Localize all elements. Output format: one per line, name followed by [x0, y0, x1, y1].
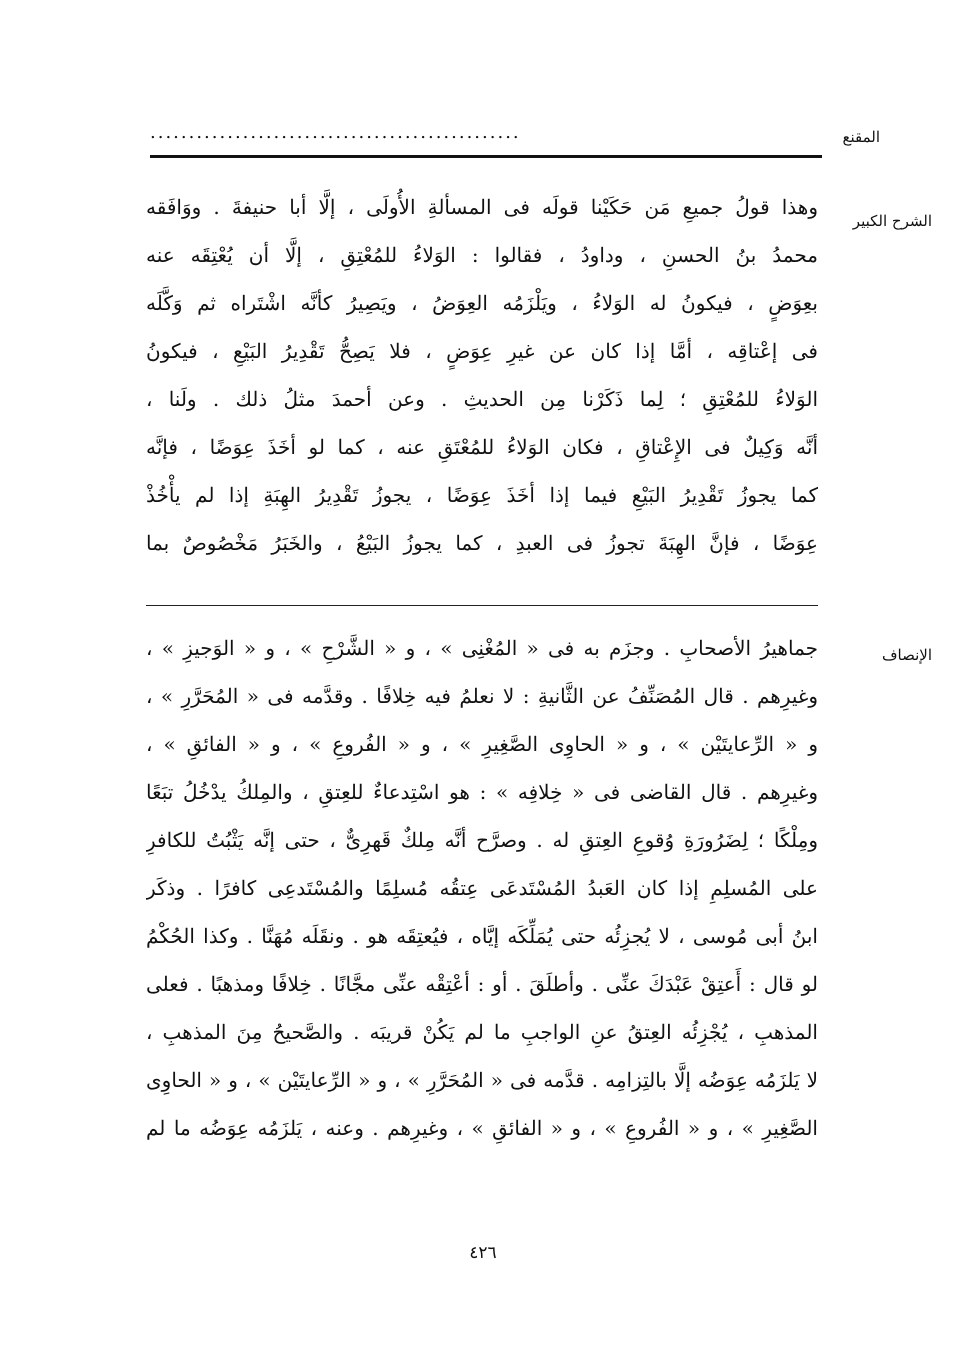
header-rule — [150, 155, 822, 158]
insaf-line: على المُسلِمِ إذا كان العَبدُ المُسْتَدعَى عِتقُه مُسلِمًا والمُسْتَدعِى كافرًا . وذكَر — [146, 876, 818, 900]
insaf-line: وغيرِهم . قال القاضى فى « خِلافِه » : هو اسْتِدعاءٌ للعِتقِ ، والمِلكُ يدْخُلُ تبَعًا — [146, 780, 818, 804]
insaf-line: لو قال : أَعتِقْ عَبْدَكَ عنِّى . وأطلَقَ . أو : أعْتِقْه عنِّى مجَّانًا . خِلافًا ومذهبًا . فعلى — [146, 972, 818, 996]
insaf-text-block — [146, 624, 818, 1152]
insaf-section-label: الإنصاف — [881, 646, 932, 664]
insaf-line: المذهبِ ، يُجْزِئُه العِتقُ عنِ الواجبِ ما لم يَكُنْ قريبَه . والصَّحيحُ مِنَ المذهبِ ، — [146, 1020, 818, 1044]
header-dot-leader: ................................................ — [150, 122, 521, 143]
insaf-line: الصَّغِيرِ » ، و « الفُروعِ » ، و « الفائقِ » ، وغيرِهم . وعنه ، يَلزَمُه عِوَضُه ما لم — [146, 1116, 818, 1140]
running-header-title: المقنع — [842, 128, 880, 146]
sharh-line: بعِوَضٍ ، فيكونُ له الوَلاءُ ، ويَلْزَمُه العِوَضُ ، ويَصِيرُ كأنَّه اشْتَراه ثم وَكَّلَه — [146, 291, 818, 315]
insaf-line: جماهيرُ الأصحابِ . وجزَم به فى « المُغْنِى » ، و « الشَّرْحِ » ، و « الوَجيزِ » ، — [146, 636, 818, 660]
insaf-line: ابنُ أبى مُوسى ، لا يُجزِئُه حتى يُمَلِّكَه إيَّاه ، فيُعتِقَه هو . ونقَلَه مُهَنَّا . وكذا الحُكْمُ — [146, 924, 818, 948]
sharh-line: الوَلاءُ للمُعْتِقِ ؛ لِما ذَكَرْنا مِن الحديثِ . وعن أحمدَ مثلُ ذلك . ولَنا ، — [146, 387, 818, 411]
sharh-section-label: الشرح الكبير — [852, 212, 932, 230]
insaf-line: وغيرِهم . قال المُصَنِّفُ عن الثَّانيةِ : لا نعلمُ فيه خِلافًا . وقدَّمه فى « المُحَرَّرِ » ، — [146, 684, 818, 708]
insaf-line: لا يَلزَمُه عِوَضُه إلَّا بالتِزامِه . قدَّمه فى « المُحَرَّرِ » ، و « الرِّعايتَيْن » ، و « الحاوِى — [146, 1068, 818, 1092]
sharh-line: أنَّه وَكِيلٌ فى الإِعْتاقِ ، فكان الوَلاءُ للمُعْتَقِ عنه ، كما لو أخَذَ عِوَضًا ، فإنَّه — [146, 435, 818, 459]
sharh-line: فى إعْتاقِه ، أمَّا إذا كان عن غيرِ عِوَضٍ ، فلا يَصِحُّ تَقْدِيرُ البَيْعِ ، فيكونُ — [146, 339, 818, 363]
sharh-line: كما يجوزُ تَقْدِيرُ البَيْعِ فيما إذا أخَذَ عِوَضًا ، يجوزُ تَقْدِيرُ الهِبَةِ إذا لم يأْخُذْ — [146, 483, 818, 507]
insaf-line: و « الرِّعايتَيْن » ، و « الحاوِى الصَّغِيرِ » ، و « الفُروعِ » ، و « الفائقِ » ، — [146, 732, 818, 756]
sharh-line: وهذا قولُ جميعِ مَن حَكَيْنا قولَه فى المسألةِ الأُولَى ، إلَّا أبا حنيفةَ . ووَافَقه — [146, 195, 818, 219]
insaf-line: ومِلْكًا ؛ لِضَرُورَةِ وُقوعِ العِتقِ له . وصرَّح أنَّه مِلكٌ قَهرِىٌّ ، حتى إنَّه يَثْبُتُ للكافرِ — [146, 828, 818, 852]
sharh-text-block — [146, 183, 818, 567]
page-number: ٤٢٦ — [469, 1243, 497, 1263]
section-divider — [146, 605, 818, 606]
sharh-line: عِوَضًا ، فإنَّ الهِبَةَ تجوزُ فى العبدِ ، كما يجوزُ البَيْعُ ، والخَبَرُ مَخْصُوصٌ بما — [146, 531, 818, 555]
sharh-line: محمدُ بنُ الحسنِ ، وداودُ ، فقالوا : الوَلاءُ للمُعْتِقِ ، إلَّا أن يُعْتِقَه عنه — [146, 243, 818, 267]
